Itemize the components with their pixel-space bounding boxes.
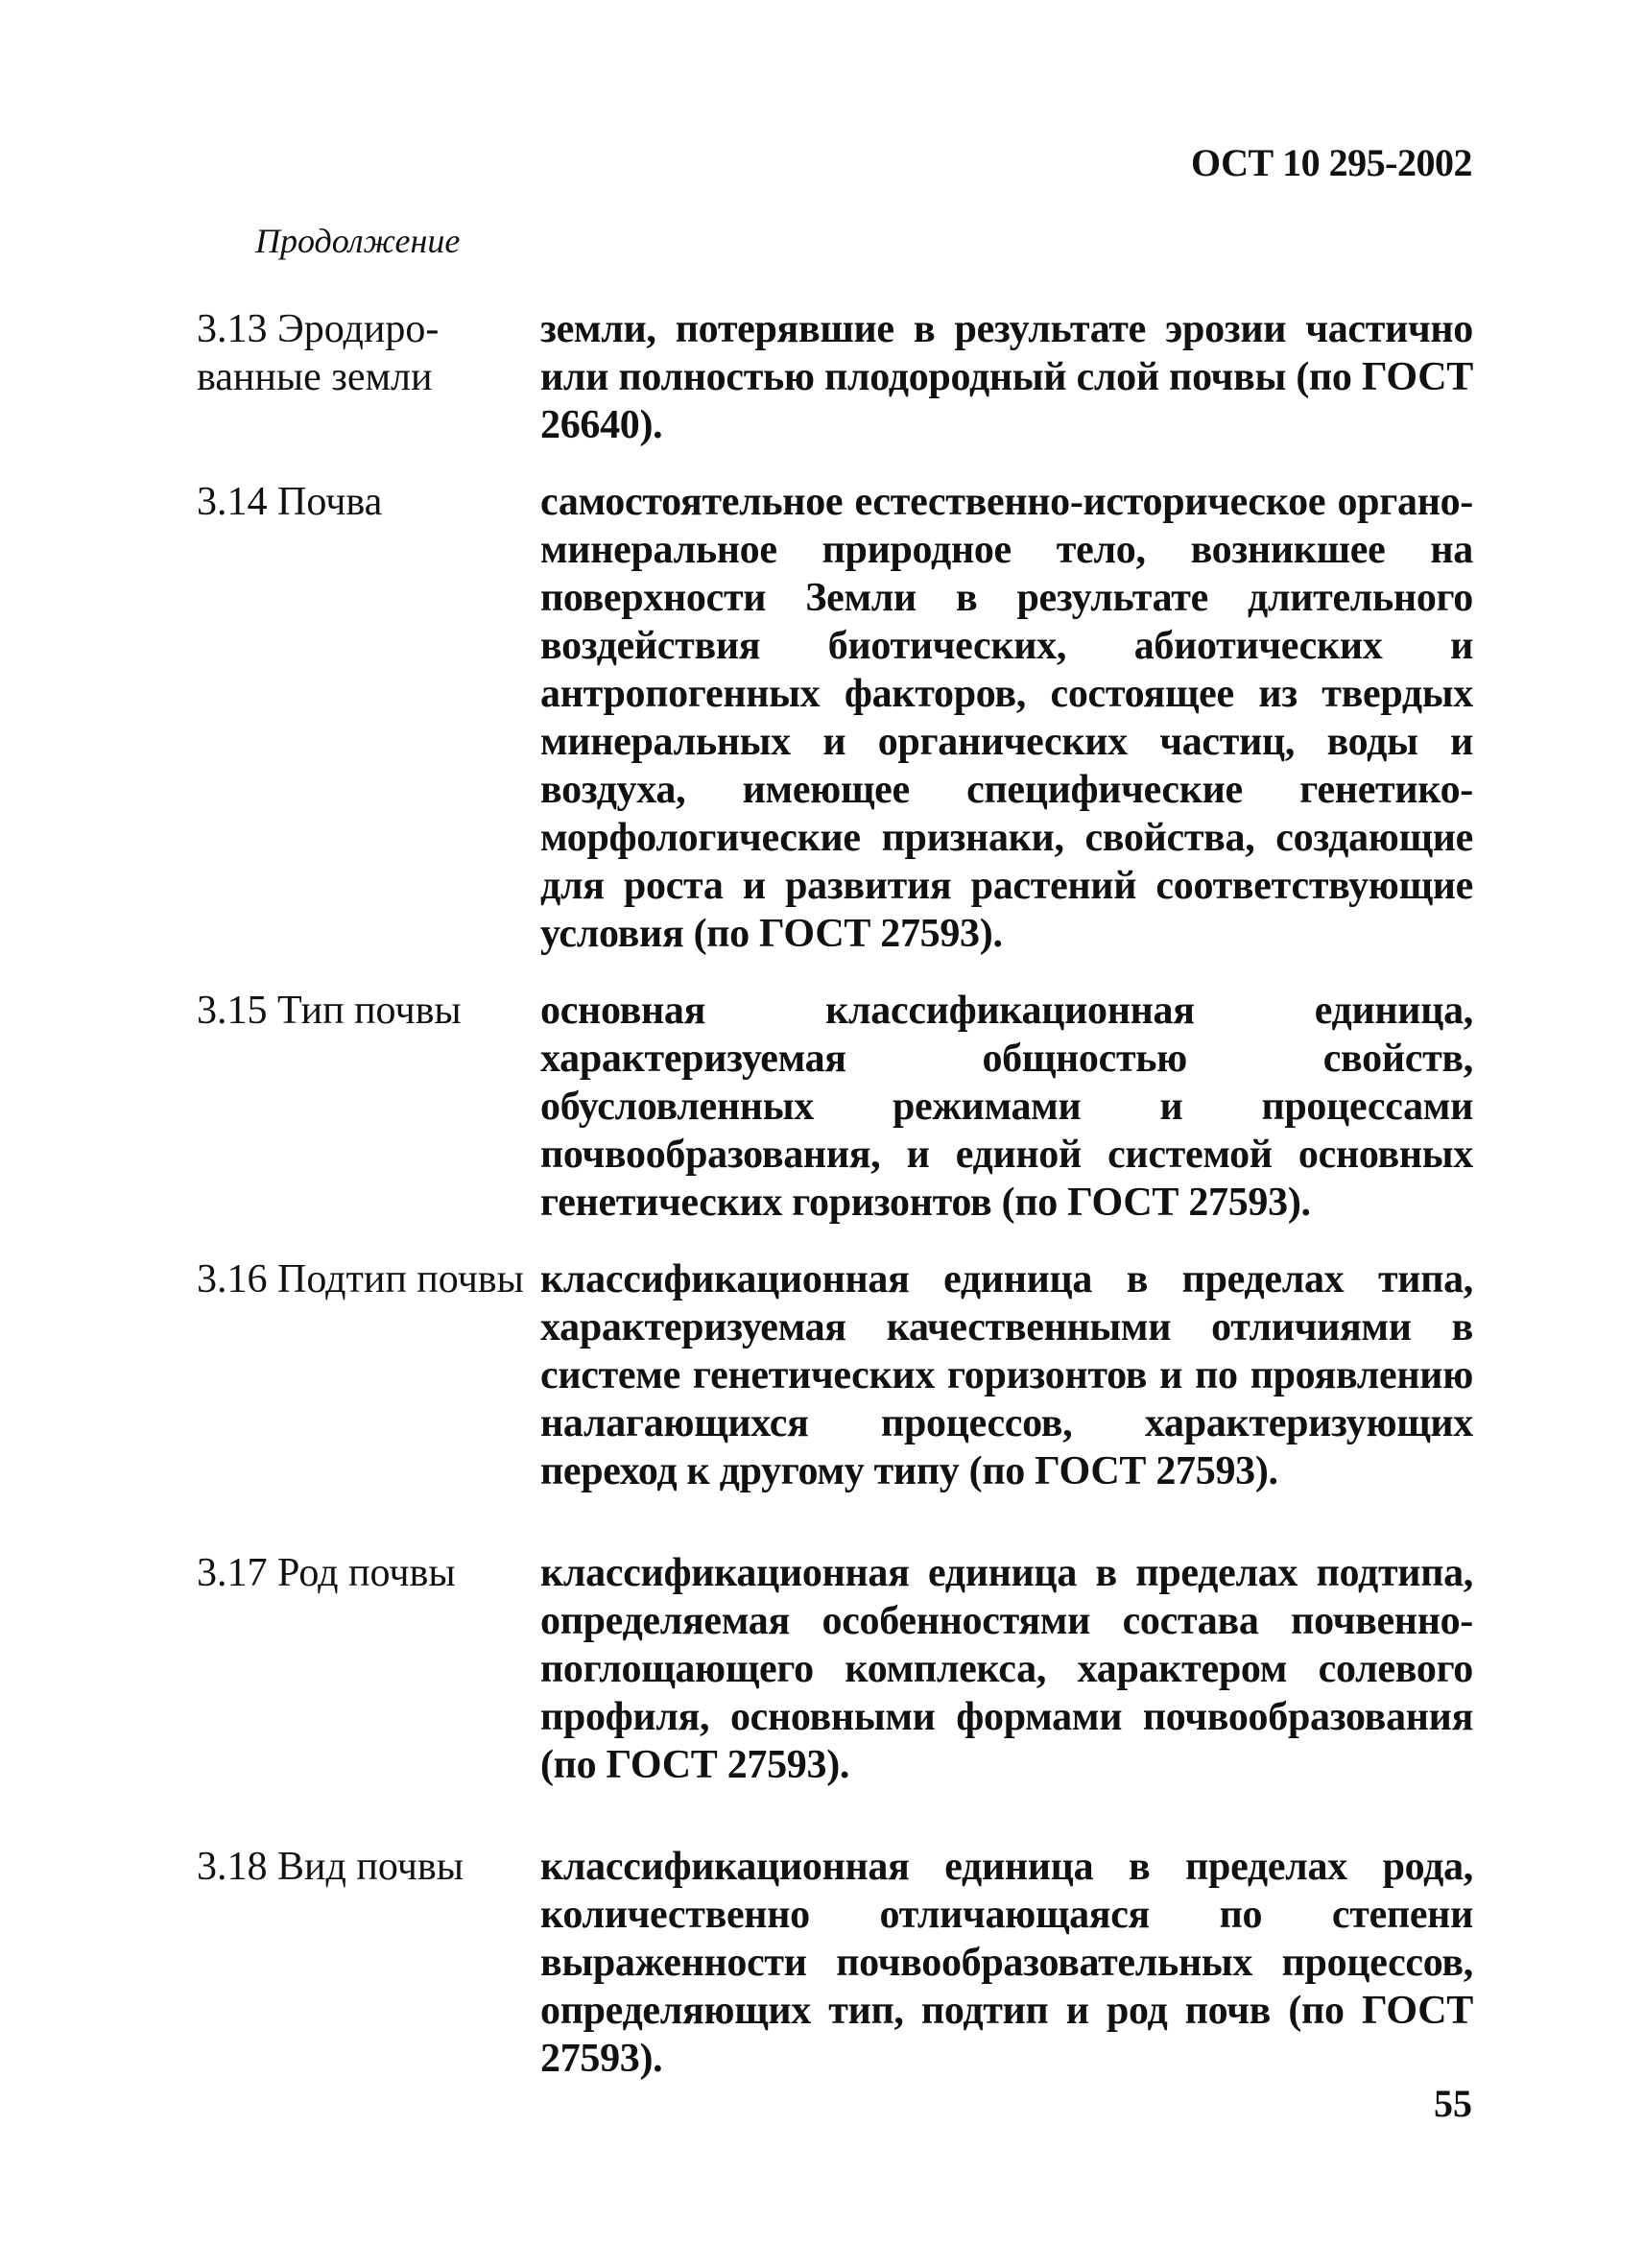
term-name: 3.17 Род почвы <box>197 1551 456 1595</box>
term-definition: основная классификационная единица, характеризуемая общностью свойств, обусловленных режимами и процессами почвообразования, и единой системой основных генетических горизонтов (по ГОСТ 27593). <box>540 989 1473 1225</box>
term-name: 3.15 Тип почвы <box>197 989 462 1033</box>
term-name: 3.14 Почва <box>197 480 383 524</box>
continuation-label: Продолжение <box>255 222 461 260</box>
term-entry <box>197 1843 1473 2083</box>
term-definition: самостоятельное естественно-историческое органо-минеральное природное тело, возникшее на поверхности Земли в результате длительного воздействия биотических, абиотических и антропогенных факторов, состоящее из твердых минеральных и органических частиц, воды и воздуха, имеющее специфические генетико-морфологические признаки, свойства, создающие для роста и развития растений соответствующие условия (по ГОСТ 27593). <box>540 480 1473 956</box>
term-definition: классификационная единица в пределах подтипа, определяемая особенностями состава почвенно-поглощающего комплекса, характером солевого профиля, основными формами почвообразования (по ГОСТ 27593). <box>540 1551 1473 1787</box>
document-code: ОСТ 10 295-2002 <box>1191 141 1472 184</box>
term-definition: классификационная единица в пределах типа, характеризуемая качественными отличиями в системе генетических горизонтов и по проявлению налагающихся процессов, характеризующих переход к другому типу (по ГОСТ 27593). <box>540 1257 1473 1493</box>
term-entry <box>197 1255 1473 1495</box>
term-entry <box>197 1549 1473 1789</box>
term-entry <box>197 305 1473 449</box>
term-name: 3.13 Эродиро-ванные земли <box>197 307 440 399</box>
term-entry <box>197 987 1473 1227</box>
page-number: 55 <box>1434 2082 1472 2125</box>
terms-list <box>197 305 1473 2112</box>
term-name: 3.18 Вид почвы <box>197 1845 464 1889</box>
term-name: 3.16 Подтип почвы <box>197 1257 524 1301</box>
term-definition: земли, потерявшие в результате эрозии частично или полностью плодородный слой почвы (по ГОСТ 26640). <box>540 307 1473 447</box>
term-definition: классификационная единица в пределах рода, количественно отличающаяся по степени выраженности почвообразовательных процессов, определяющих тип, подтип и род почв (по ГОСТ 27593). <box>540 1845 1473 2081</box>
term-entry <box>197 478 1473 958</box>
